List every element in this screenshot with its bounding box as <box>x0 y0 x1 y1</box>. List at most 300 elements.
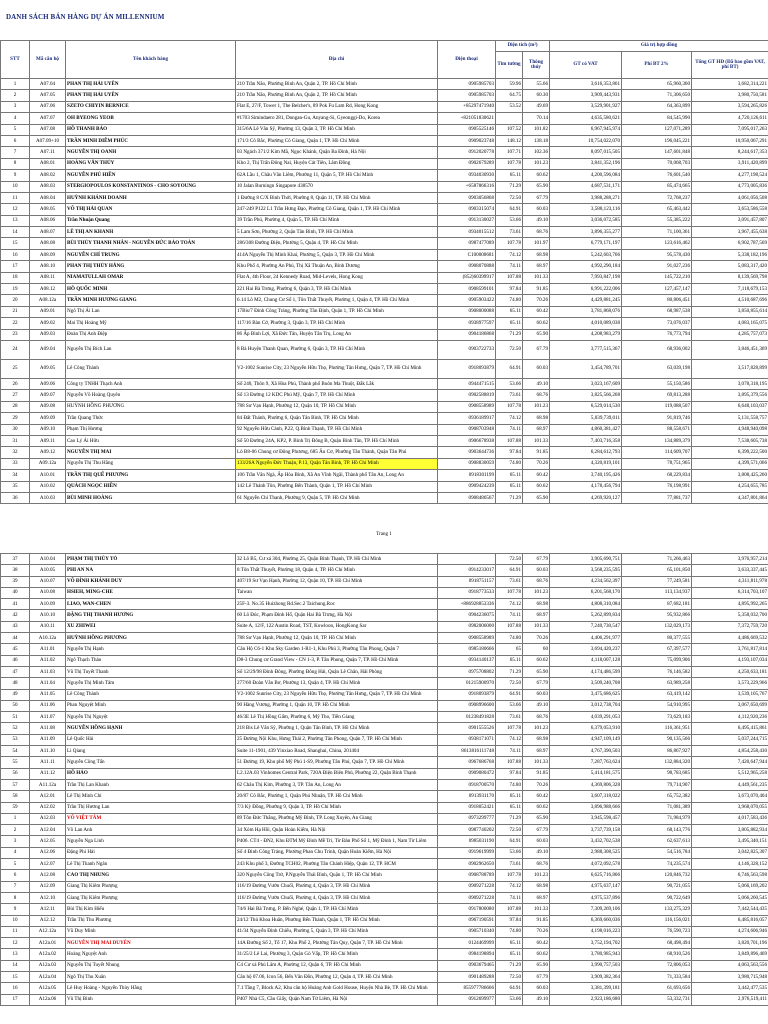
cell-customer-name: CAO THỊ NHUNG <box>66 870 236 881</box>
cell-address: 788 Sư Vạn Hạnh, Phường 12, Quận 10, TP. Hồ Chí Minh <box>236 633 438 644</box>
cell-customer-name: Cao Lý Ái Hữu <box>66 435 236 446</box>
cell-area-net: 70.26 <box>523 458 550 469</box>
cell-area-net: 65.90 <box>523 960 550 971</box>
cell-value-vat: 6,779,171,197 <box>550 238 622 249</box>
cell-area-gross: 65.11 <box>496 470 523 481</box>
cell-code: A08.06 <box>30 215 66 226</box>
cell-value-vat: 4,687,531,171 <box>550 181 622 192</box>
cell-area-net: 60.42 <box>523 470 550 481</box>
cell-fee: 71,100,361 <box>622 227 692 238</box>
cell-customer-name: BÙI THỦY THANH NHÂN - NGUYỄN ĐỨC BẢO TOÀN <box>66 238 236 249</box>
cell-phone: 0918093879 <box>438 359 496 378</box>
cell-stt: 43 <box>1 621 30 632</box>
cell-phone: 0902679289 <box>438 158 496 169</box>
cell-area-net: 138.18 <box>523 135 550 146</box>
table-row <box>1 746 768 757</box>
cell-total: 6,902,787,569 <box>692 238 768 249</box>
cell-fee: 55,150,586 <box>622 378 692 389</box>
cell-code: A07.09+10 <box>30 135 66 146</box>
table-row <box>1 712 768 723</box>
cell-code: A11.01 <box>30 644 66 655</box>
cell-area-gross: 74.11 <box>496 610 523 621</box>
table-row <box>1 621 768 632</box>
cell-stt: 40 <box>1 587 30 598</box>
cell-total: 7,442,544,435 <box>692 904 768 915</box>
cell-total: 3,820,701,196 <box>692 938 768 949</box>
cell-area-gross: 74.11 <box>496 424 523 435</box>
cell-fee: 61,693,656 <box>622 983 692 994</box>
cell-customer-name: Nguyễn Võ Hoàng Quyên <box>66 390 236 401</box>
table-row <box>1 340 768 359</box>
cell-code: A10.03 <box>30 492 66 503</box>
cell-address: 84 Đất Thánh, Phường 6, Quận Tân Bình, TP. Hồ Chí Minh <box>236 413 438 424</box>
cell-customer-name: NGUYỄN THỊ OANH <box>66 147 236 158</box>
cell-value-vat: 7,287,763,624 <box>550 757 622 768</box>
cell-customer-name: QUÁCH NGỌC HIỀN <box>66 481 236 492</box>
cell-value-vat: 3,588,123,116 <box>550 204 622 215</box>
cell-customer-name: VÕ VIỆT TÂM <box>66 813 236 824</box>
cell-value-vat: 4,174,486,599 <box>550 666 622 677</box>
cell-fee: 77,881,737 <box>622 492 692 503</box>
cell-address: 62A Lầu 1, Châu Văn Liêm, Phường 11, Quận 5, TP. Hồ Chí Minh <box>236 170 438 181</box>
cell-stt: 7 <box>1 147 30 158</box>
cell-stt: 51 <box>1 712 30 723</box>
cell-value-vat: 4,269,920,127 <box>550 492 622 503</box>
cell-phone: 0985031190 <box>438 836 496 847</box>
cell-address: 25F-3. No.35 Huizhong Rd.Sec.2 Taichung.Roc <box>236 599 438 610</box>
cell-area-gross: 73.61 <box>496 390 523 401</box>
cell-area-gross: 64.91 <box>496 565 523 576</box>
cell-area-net: 68.97 <box>523 892 550 903</box>
cell-phone: +821051830621 <box>438 113 496 124</box>
cell-address: 14A Đường Số 2, Tổ 17, Khu Phố 2, Phường Tân Quy, Quận 7, TP. Hồ Chí Minh <box>236 938 438 949</box>
cell-value-vat: 3,909,382,364 <box>550 971 622 982</box>
cell-area-net: 60.03 <box>523 565 550 576</box>
cell-area-gross: 53.66 <box>496 215 523 226</box>
cell-phone: 0918093879 <box>438 689 496 700</box>
cell-customer-name: Ngô Thạch Thảo <box>66 655 236 666</box>
cell-area-gross: 64.91 <box>496 836 523 847</box>
cell-address: 286/308 Đường Điện, Phường 5, Quận 4, TP. Hồ Chí Minh <box>236 238 438 249</box>
table-row <box>1 554 768 565</box>
cell-phone: 8613816111748 <box>438 746 496 757</box>
cell-phone: 0918751157 <box>438 576 496 587</box>
cell-total: 3,673,070,404 <box>692 791 768 802</box>
cell-value-vat: 4,010,089,038 <box>550 318 622 329</box>
cell-stt: 31 <box>1 435 30 446</box>
table-row <box>1 424 768 435</box>
cell-value-vat: 4,808,310,084 <box>550 599 622 610</box>
cell-customer-name: PHAN THỊ HẢI UYÊN <box>66 79 236 90</box>
cell-fee: 120,846,732 <box>622 870 692 881</box>
cell-area-net: 60 <box>523 644 550 655</box>
cell-fee: 132,029,173 <box>622 621 692 632</box>
table-row <box>1 881 768 892</box>
cell-code: A11.12a <box>30 779 66 790</box>
cell-area-gross: 71.29 <box>496 960 523 971</box>
cell-code: A07.04 <box>30 79 66 90</box>
cell-customer-name: Nguyễn Công Tấn <box>66 757 236 768</box>
cell-code: A09.10 <box>30 424 66 435</box>
table-row <box>1 458 768 469</box>
cell-area-gross: 72.50 <box>496 192 523 203</box>
cell-area-gross: 107.52 <box>496 124 523 135</box>
cell-code: A08.01 <box>30 158 66 169</box>
cell-stt: 42 <box>1 610 30 621</box>
cell-code: A08.05 <box>30 204 66 215</box>
cell-area-net: 60.03 <box>523 836 550 847</box>
cell-total: 4,061,056,508 <box>692 192 768 203</box>
page-number: Trang 1 <box>376 532 392 537</box>
cell-phone: +85297471940 <box>438 101 496 112</box>
cell-total: 5,358,032,700 <box>692 610 768 621</box>
table-row <box>1 836 768 847</box>
cell-customer-name: TRẦN MINH HƯƠNG GIANG <box>66 295 236 306</box>
table-row <box>1 227 768 238</box>
cell-total: 4,854,258,430 <box>692 746 768 757</box>
cell-phone: 0913931170 <box>438 791 496 802</box>
cell-code: A11.11 <box>30 757 66 768</box>
cell-address: Lô B8-06 Chung cư Đông Phương, 685 Âu Cơ, Phường Tân Thành, Quận Tân Phú <box>236 447 438 458</box>
cell-phone: +886928853336 <box>438 599 496 610</box>
cell-phone: 0902962650 <box>438 859 496 870</box>
cell-phone: 0908558989 <box>438 401 496 412</box>
cell-area-gross: 74.11 <box>496 261 523 272</box>
cell-stt: 32 <box>1 447 30 458</box>
cell-area-net: 60.62 <box>523 655 550 666</box>
cell-total: 3,808,425,260 <box>692 470 768 481</box>
cell-fee: 79,714,907 <box>622 779 692 790</box>
cell-code: A10.02 <box>30 481 66 492</box>
cell-area-net: 60.62 <box>523 170 550 181</box>
table-row <box>1 401 768 412</box>
cell-area-gross: 65 <box>496 644 523 655</box>
cell-customer-name: PHẠM THỊ THÙY TỎ <box>66 554 236 565</box>
cell-fee: 90,722,649 <box>622 892 692 903</box>
cell-code: A11.04 <box>30 678 66 689</box>
cell-phone: 0908788789 <box>438 870 496 881</box>
cell-area-net: 65.90 <box>523 813 550 824</box>
cell-address: 247-249 P122 L1 Trần Hưng Đạo, Phường Cô Giang, Quận 1, TP. Hồ Chí Minh <box>236 204 438 215</box>
cell-area-net: 68.97 <box>523 746 550 757</box>
cell-code: A08.10 <box>30 261 66 272</box>
cell-phone: 0904236075 <box>438 610 496 621</box>
cell-code: A12.02 <box>30 802 66 813</box>
sales-table-page-2 <box>0 553 768 1006</box>
cell-fee: 78,751,965 <box>622 458 692 469</box>
cell-fee: 95,578,430 <box>622 249 692 260</box>
cell-fee: 63,039,198 <box>622 359 692 378</box>
cell-address: Flat A, 4th Floor, 24 Kennedy Road, Mid-Levels, Hong Kong <box>236 272 438 283</box>
cell-fee: 62,637,613 <box>622 836 692 847</box>
cell-customer-name: STERGIOPOULOS KONSTANTINOS - CHO SOYOUNG <box>66 181 236 192</box>
sales-table-page-1 <box>0 40 768 504</box>
cell-customer-name: Bùi Thị Kim Hiếu <box>66 904 236 915</box>
cell-area-gross: 107.88 <box>496 904 523 915</box>
cell-stt: 11 <box>1 192 30 203</box>
cell-phone: 0901555526 <box>438 723 496 734</box>
cell-customer-name: SZETO CHIYIN BERNICE <box>66 101 236 112</box>
cell-phone: 0987740202 <box>438 825 496 836</box>
cell-code: A09.05 <box>30 359 66 378</box>
table-row <box>1 576 768 587</box>
cell-stt: 1 <box>1 79 30 90</box>
cell-phone: 0975708802 <box>438 666 496 677</box>
cell-area-net: 60.03 <box>523 983 550 994</box>
cell-address: Suite A, 12/F, 122 Austin Road, TST, Kowloon, HongKong Sar <box>236 621 438 632</box>
col-name: Tên khách hàng <box>66 41 236 79</box>
cell-stt: 44 <box>1 633 30 644</box>
cell-total: 3,517,828,899 <box>692 359 768 378</box>
cell-code: A10.09 <box>30 599 66 610</box>
cell-code: A10.04 <box>30 554 66 565</box>
cell-fee: 75,099,906 <box>622 655 692 666</box>
cell-value-vat: 6,379,053,910 <box>550 723 622 734</box>
cell-area-net: 68.98 <box>523 599 550 610</box>
cell-area-net: 67.79 <box>523 554 550 565</box>
cell-phone: 0967190591 <box>438 915 496 926</box>
cell-fee: 68,143,776 <box>622 825 692 836</box>
cell-area-gross: 59.96 <box>496 79 523 90</box>
cell-total: 3,442,477,535 <box>692 983 768 994</box>
cell-area-net: 60.30 <box>523 90 550 101</box>
cell-area-net: 49.10 <box>523 994 550 1005</box>
col-price: Giá trị hợp đồng <box>550 41 768 52</box>
table-row <box>1 892 768 903</box>
cell-area-net: 101.23 <box>523 158 550 169</box>
cell-area-net: 65.90 <box>523 492 550 503</box>
cell-value-vat: 3,509,240,708 <box>550 678 622 689</box>
cell-area-net: 70.26 <box>523 926 550 937</box>
cell-stt: 57 <box>1 779 30 790</box>
cell-value-vat: 2,923,186,680 <box>550 994 622 1005</box>
cell-customer-name: Nguyễn Thị Minh Tâm <box>66 678 236 689</box>
table-row <box>1 124 768 135</box>
cell-value-vat: 3,568,235,595 <box>550 565 622 576</box>
cell-stt: 13 <box>1 215 30 226</box>
cell-total: 4,063,563,556 <box>692 960 768 971</box>
cell-value-vat: 3,945,598,457 <box>550 813 622 824</box>
cell-area-gross: 72.50 <box>496 340 523 359</box>
cell-area-gross: 107.78 <box>496 587 523 598</box>
cell-total: 4,895,992,265 <box>692 599 768 610</box>
cell-total: 4,399,571,066 <box>692 458 768 469</box>
cell-area-gross: 65.11 <box>496 655 523 666</box>
cell-fee: 73,629,183 <box>622 712 692 723</box>
cell-area-net: 60.62 <box>523 481 550 492</box>
cell-fee: 67,397,577 <box>622 644 692 655</box>
cell-area-gross: 64.91 <box>496 359 523 378</box>
table-row <box>1 791 768 802</box>
cell-code: A11.05 <box>30 689 66 700</box>
table-row <box>1 215 768 226</box>
cell-code: A11.09 <box>30 734 66 745</box>
cell-value-vat: 8,097,015,505 <box>550 147 622 158</box>
cell-value-vat: 3,988,288,271 <box>550 192 622 203</box>
cell-fee: 84,545,990 <box>622 113 692 124</box>
cell-value-vat: 3,752,194,702 <box>550 938 622 949</box>
cell-area-net: 65.90 <box>523 666 550 677</box>
cell-code: A11.10 <box>30 746 66 757</box>
cell-fee: 196,045,221 <box>622 135 692 146</box>
cell-area-gross <box>496 113 523 124</box>
cell-value-vat: 5,242,603,766 <box>550 249 622 260</box>
table-row <box>1 915 768 926</box>
cell-address: Kho 2, Thị Trấn Đông Nai, Huyện Cát Tiên, Lâm Đồng <box>236 158 438 169</box>
cell-address: 6.14 Lô M2, Chung Cư Số 1, Tôn Thất Thuyết, Phường 1, Quận 4, TP. Hồ Chí Minh <box>236 295 438 306</box>
cell-code: A12a.03 <box>30 960 66 971</box>
cell-customer-name: NGUYỄN PHÚ HIỀN <box>66 170 236 181</box>
header-row-1 <box>1 41 768 52</box>
cell-area-net: 101.23 <box>523 723 550 734</box>
table-row <box>1 378 768 389</box>
cell-stt: 6 <box>1 135 30 146</box>
cell-phone: 0903315074 <box>438 204 496 215</box>
cell-stt: 22 <box>1 318 30 329</box>
col-area-net: Thông thủy <box>523 52 550 79</box>
cell-phone: (852)60399917 <box>438 272 496 283</box>
cell-customer-name: Nguyễn Thị Tuyết Nhung <box>66 960 236 971</box>
cell-total: 3,633,337,445 <box>692 565 768 576</box>
cell-address: 74/6 Hai Bà Trưng, P. Bến Nghé, Quận 1, TP. Hồ Chí Minh <box>236 904 438 915</box>
cell-address: 7.1 Tầng 7, Block A2, Khu căn hộ Hoàng Anh Gold House, Huyện Nhà Bè, TP. Hồ Chí Minh <box>236 983 438 994</box>
table-row <box>1 971 768 982</box>
cell-total: 4,112,920,236 <box>692 712 768 723</box>
cell-customer-name: NGUYỄN CHÍ TRUNG <box>66 249 236 260</box>
cell-fee: 72,806,053 <box>622 960 692 971</box>
cell-total: 3,968,070,055 <box>692 802 768 813</box>
cell-total: 6,314,703,107 <box>692 587 768 598</box>
cell-fee: 68,987,538 <box>622 306 692 317</box>
cell-total: 8,139,569,798 <box>692 272 768 283</box>
cell-stt: 30 <box>1 424 30 435</box>
cell-code: A08.12a <box>30 295 66 306</box>
cell-stt: 56 <box>1 768 30 779</box>
cell-area-net: 49.10 <box>523 847 550 858</box>
cell-customer-name: Lê Huy Hoàng - Nguyễn Thùy Hằng <box>66 983 236 994</box>
cell-value-vat: 3,454,789,701 <box>550 359 622 378</box>
table-row <box>1 261 768 272</box>
cell-total: 4,720,126,611 <box>692 113 768 124</box>
cell-phone: 0938977597 <box>438 318 496 329</box>
cell-value-vat: 4,178,456,794 <box>550 481 622 492</box>
cell-address: 10 Jalan Burningn Singapore 438570 <box>236 181 438 192</box>
cell-address: 407/19 Sư Vạn Hạnh, Phường 12, Quận 10, TP. Hồ Chí Minh <box>236 576 438 587</box>
table-row <box>1 904 768 915</box>
cell-phone: 0904186868 <box>438 329 496 340</box>
cell-fee: 65,752,382 <box>622 791 692 802</box>
table-row <box>1 723 768 734</box>
cell-address: 414A Nguyễn Thị Minh Khai, Phường 5, Quận 3, TP. Hồ Chí Minh <box>236 249 438 260</box>
col-excl-vat: GT có VAT <box>550 52 622 79</box>
cell-area-gross: 107.88 <box>496 621 523 632</box>
cell-fee: 86,867,927 <box>622 746 692 757</box>
cell-total: 4,277,198,524 <box>692 170 768 181</box>
cell-area-net: 49.10 <box>523 215 550 226</box>
cell-area-net: 101.82 <box>523 124 550 135</box>
cell-stt: 14 <box>1 960 30 971</box>
cell-customer-name: PHI AN NA <box>66 565 236 576</box>
cell-address: 92 Nguyễn Hữu Cảnh, P.22, Q.Bình Thạnh, TP. Hồ Chí Minh <box>236 424 438 435</box>
table-row <box>1 238 768 249</box>
cell-area-gross: 65.11 <box>496 318 523 329</box>
cell-code: A07.11 <box>30 147 66 158</box>
cell-value-vat: 5,039,739,011 <box>550 413 622 424</box>
table-row <box>1 599 768 610</box>
cell-address: 210 Trần Não, Phường Bình An, Quận 2, TP. Hồ Chí Minh <box>236 79 438 90</box>
cell-phone: 0908703948 <box>438 424 496 435</box>
cell-phone: 0984198894 <box>438 949 496 960</box>
cell-stt: 4 <box>1 847 30 858</box>
cell-area-gross: 74.80 <box>496 295 523 306</box>
cell-stt: 17 <box>1 994 30 1005</box>
cell-area-gross: 65.11 <box>496 306 523 317</box>
cell-area-net: 67.79 <box>523 825 550 836</box>
cell-customer-name: PHAN THỊ THỦY HẰNG <box>66 261 236 272</box>
cell-customer-name: Nguyễn Thị Thu Hằng <box>66 458 236 469</box>
cell-fee: 98,783,685 <box>622 768 692 779</box>
cell-area-net: 91.85 <box>523 284 550 295</box>
cell-address: #1703 Simindaero 281, Dongan-Gu, Anyang-Si, Gyeonggi-Do, Korea <box>236 113 438 124</box>
table-row <box>1 644 768 655</box>
cell-customer-name: Vũ Thị Tuyết Thanh <box>66 666 236 677</box>
cell-area-gross: 65.11 <box>496 481 523 492</box>
cell-stt: 58 <box>1 791 30 802</box>
cell-customer-name: ĐẶNG THỊ THANH HƯƠNG <box>66 610 236 621</box>
cell-stt: 34 <box>1 470 30 481</box>
cell-area-net: 101.23 <box>523 870 550 881</box>
cell-stt: 16 <box>1 249 30 260</box>
table-row <box>1 655 768 666</box>
cell-total: 3,849,896,469 <box>692 949 768 960</box>
col-area-gross: Tim tường <box>496 52 523 79</box>
cell-address: 20/87 Cô Bắc, Phường 1, Quận Phú Nhuận, TP. Hồ Chí Minh <box>236 791 438 802</box>
cell-area-gross: 73.61 <box>496 712 523 723</box>
cell-phone: 0903679465 <box>438 960 496 971</box>
table-row <box>1 147 768 158</box>
cell-stt: 36 <box>1 492 30 503</box>
cell-total: 10,950,067,291 <box>692 135 768 146</box>
cell-phone: 0908000088 <box>438 306 496 317</box>
cell-customer-name: NGUYỄN HỒNG HẠNH <box>66 723 236 734</box>
cell-fee: 54,910,995 <box>622 700 692 711</box>
cell-total: 3,594,265,826 <box>692 101 768 112</box>
cell-value-vat: 4,992,290,184 <box>550 261 622 272</box>
cell-area-gross: 53.52 <box>496 101 523 112</box>
cell-phone: 0918773533 <box>438 587 496 598</box>
cell-stt: 13 <box>1 949 30 960</box>
cell-customer-name: LÊ THỊ AN KHANH <box>66 227 236 238</box>
cell-address: Số 13 Đường 12 KDC Phú Mỹ, Quận 7, TP. Hồ Chí Minh <box>236 390 438 401</box>
cell-code: A08.04 <box>30 192 66 203</box>
cell-total: 7,372,759,720 <box>692 621 768 632</box>
cell-area-gross: 107.78 <box>496 158 523 169</box>
cell-code: A10.11 <box>30 621 66 632</box>
cell-code: A10.07 <box>30 576 66 587</box>
cell-area-gross: 72.50 <box>496 678 523 689</box>
cell-fee: 76,146,582 <box>622 666 692 677</box>
cell-address: 5 Lam Sơn, Phường 2, Quận Tân Bình, TP. Hồ Chí Minh <box>236 227 438 238</box>
cell-area-net: 68.98 <box>523 881 550 892</box>
cell-customer-name: Nguyễn Nga Linh <box>66 836 236 847</box>
cell-address: P406. CT4 - ĐN2, Khu ĐTM Mỹ Đình Mễ Trì, Từ Đàn Phố Số 1, Mỹ Đình 1, Nam Từ Liêm <box>236 836 438 847</box>
cell-area-net: 68.98 <box>523 413 550 424</box>
cell-stt: 11 <box>1 926 30 937</box>
cell-address: 1 Đường 8 C/X Bình Thới, Phường 8, Quận 11, TP. Hồ Chí Minh <box>236 192 438 203</box>
cell-fee: 63,419,142 <box>622 689 692 700</box>
cell-area-gross: 148.12 <box>496 135 523 146</box>
cell-value-vat: 4,118,007,128 <box>550 655 622 666</box>
